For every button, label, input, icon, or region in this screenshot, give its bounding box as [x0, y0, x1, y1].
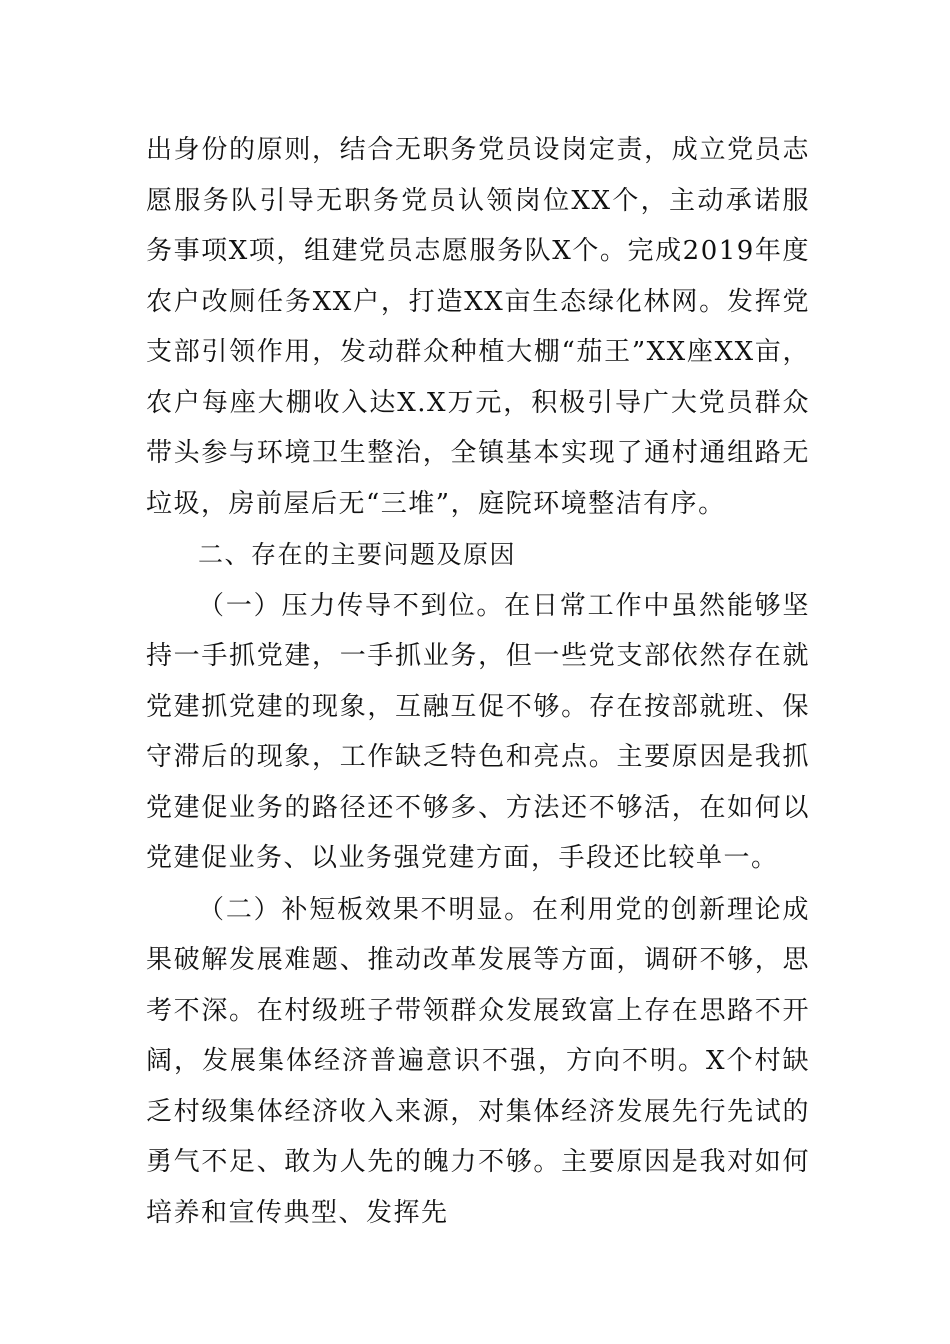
paragraph-problem-1: （一）压力传导不到位。在日常工作中虽然能够坚持一手抓党建，一手抓业务，但一些党支部依然存在就党建抓党建的现象，互融互促不够。存在按部就班、保守滞后的现象，工作缺乏特色和亮点。主要原因是我抓党建促业务的路径还不够多、方法还不够活，在如何以党建促业务、以业务强党建方面，手段还比较单一。	[146, 590, 810, 873]
paragraph-continuation: 出身份的原则，结合无职务党员设岗定责，成立党员志愿服务队引导无职务党员认领岗位XX个，主动承诺服务事项X项，组建党员志愿服务队X个。完成2019年度农户改厕任务XX户，打造XX亩生态绿化林网。发挥党支部引领作用，发动群众种植大棚“茄王”XX座XX亩，农户每座大棚收入达X.X万元，积极引导广大党员群众带头参与环境卫生整治，全镇基本实现了通村通组路无垃圾，房前屋后无“三堆”，庭院环境整洁有序。	[146, 135, 810, 519]
section-heading: 二、存在的主要问题及原因	[198, 540, 517, 569]
document-body	[146, 125, 810, 1238]
paragraph-problem-2: （二）补短板效果不明显。在利用党的创新理论成果破解发展难题、推动改革发展等方面，调研不够，思考不深。在村级班子带领群众发展致富上存在思路不开阔，发展集体经济普遍意识不强，方向不明。X个村缺乏村级集体经济收入来源，对集体经济发展先行先试的勇气不足、敢为人先的魄力不够。主要原因是我对如何培养和宣传典型、发挥先	[146, 894, 810, 1228]
